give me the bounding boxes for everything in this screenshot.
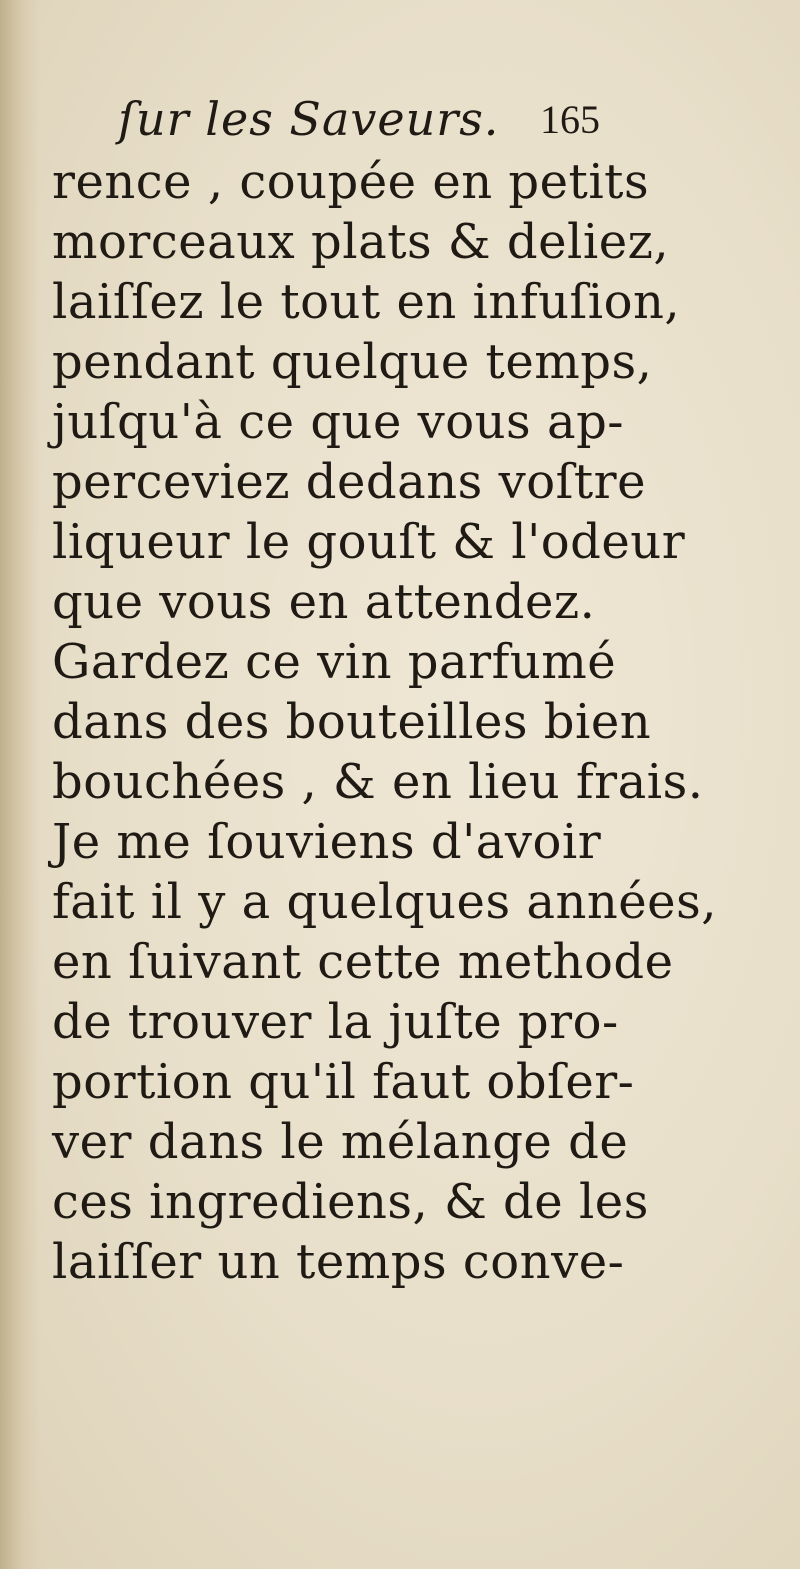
text-line: Je me ſouviens d'avoir bbox=[52, 814, 602, 870]
text-line: perceviez dedans voſtre bbox=[52, 454, 646, 510]
text-line: juſqu'à ce que vous ap- bbox=[52, 394, 625, 450]
running-title: ſur les Saveurs. bbox=[118, 92, 500, 146]
text-line: rence , coupée en petits bbox=[52, 154, 650, 210]
text-line: laiſſer un temps conve- bbox=[52, 1234, 625, 1290]
text-line: morceaux plats & deliez, bbox=[52, 214, 670, 270]
text-line: ver dans le mélange de bbox=[52, 1114, 629, 1170]
text-line: ces ingrediens, & de les bbox=[52, 1174, 649, 1230]
text-line: laiſſez le tout en infuſion, bbox=[52, 274, 681, 330]
page-header bbox=[118, 92, 618, 152]
page-gutter-shadow bbox=[0, 0, 40, 1569]
text-line: en ſuivant cette methode bbox=[52, 934, 674, 990]
text-line: de trouver la juſte pro- bbox=[52, 994, 619, 1050]
text-line: portion qu'il faut obſer- bbox=[52, 1054, 635, 1110]
text-line: pendant quelque temps, bbox=[52, 334, 653, 390]
text-line: liqueur le gouſt & l'odeur bbox=[52, 514, 686, 570]
text-line: que vous en attendez. bbox=[52, 574, 596, 630]
text-line: dans des bouteilles bien bbox=[52, 694, 652, 750]
page-number: 165 bbox=[540, 97, 600, 142]
text-line: bouchées , & en lieu frais. bbox=[52, 754, 704, 810]
text-line: Gardez ce vin parfumé bbox=[52, 634, 617, 690]
text-line: fait il y a quelques années, bbox=[52, 874, 717, 930]
body-text bbox=[52, 152, 772, 1292]
